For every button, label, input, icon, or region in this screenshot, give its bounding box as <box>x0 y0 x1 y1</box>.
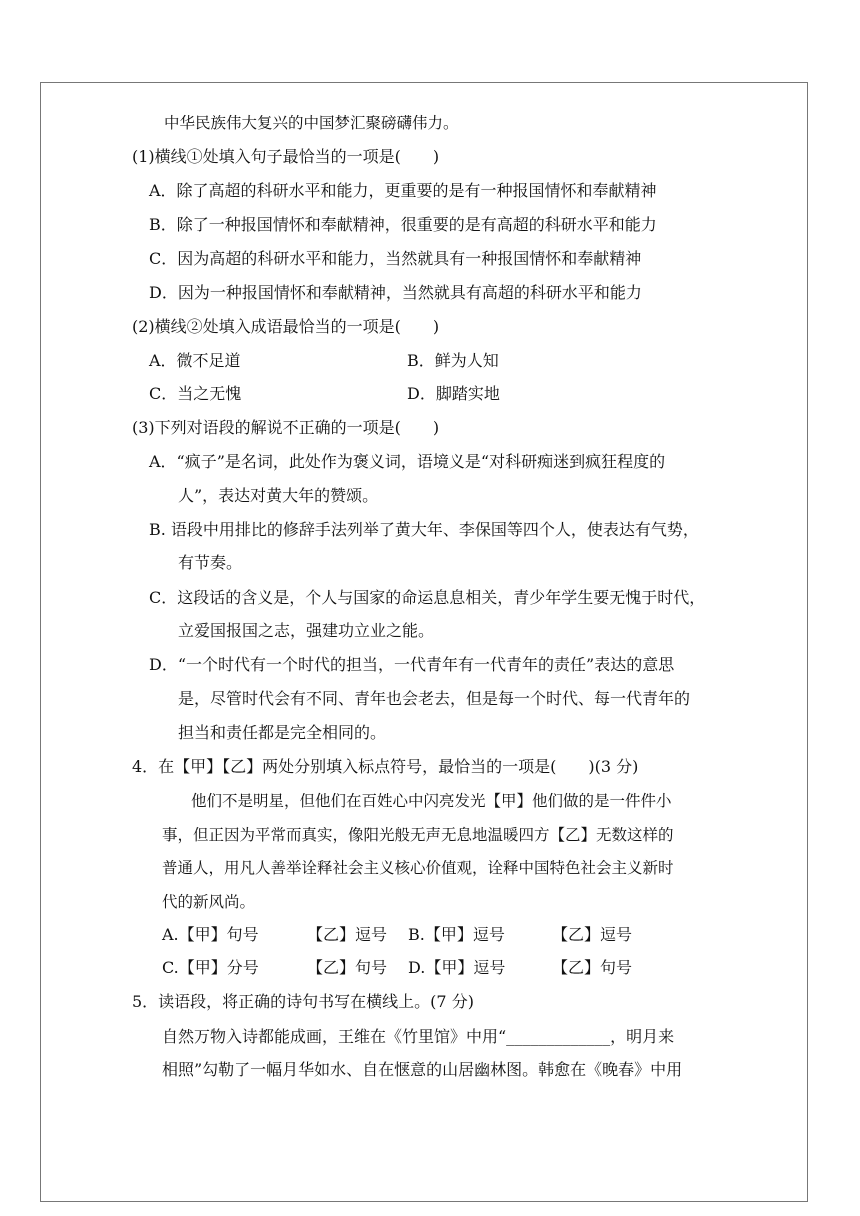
q1-option-c[interactable]: C．因为高超的科研水平和能力，当然就具有一种报国情怀和奉献精神 <box>149 249 642 268</box>
q4-option-c-yi: 【乙】句号 <box>307 958 388 977</box>
q3-option-d-line3: 担当和责任都是完全相同的。 <box>178 723 387 742</box>
q3-stem: (3)下列对语段的解说不正确的一项是( ) <box>132 418 440 437</box>
q5-stem: 5．读语段，将正确的诗句书写在横线上。(7 分) <box>132 992 474 1011</box>
q3-option-d-line1[interactable]: D．“一个时代有一个时代的担当，一代青年有一代青年的责任”表达的意思 <box>149 655 675 674</box>
q3-option-a-line1[interactable]: A．“疯子”是名词，此处作为褒义词，语境义是“对科研痴迷到疯狂程度的 <box>149 452 666 471</box>
q1-option-d[interactable]: D．因为一种报国情怀和奉献精神，当然就具有高超的科研水平和能力 <box>149 283 642 302</box>
q4-option-b-yi: 【乙】逗号 <box>552 925 633 944</box>
q4-passage-line4: 代的新风尚。 <box>162 893 256 911</box>
q3-option-c-line2: 立爱国报国之志，强建功立业之能。 <box>178 621 435 640</box>
q1-option-b[interactable]: B．除了一种报国情怀和奉献精神，很重要的是有高超的科研水平和能力 <box>149 215 657 234</box>
q4-option-d-yi: 【乙】句号 <box>552 958 633 977</box>
q4-passage-line2: 事，但正因为平常而真实，像阳光般无声无息地温暖四方【乙】无数这样的 <box>162 826 674 844</box>
q3-option-b-line1[interactable]: B. 语段中用排比的修辞手法列举了黄大年、李保国等四个人，使表达有气势， <box>149 520 699 539</box>
q4-option-a-jia[interactable]: A.【甲】句号 <box>162 925 259 944</box>
q2-option-a[interactable]: A．微不足道 <box>149 351 241 370</box>
q4-option-c-jia[interactable]: C.【甲】分号 <box>162 958 259 977</box>
q1-option-a[interactable]: A．除了高超的科研水平和能力，更重要的是有一种报国情怀和奉献精神 <box>149 181 657 200</box>
q2-option-b[interactable]: B．鲜为人知 <box>407 351 499 370</box>
q4-option-d-jia[interactable]: D.【甲】逗号 <box>408 958 506 977</box>
q3-option-d-line2: 是，尽管时代会有不同、青年也会老去，但是每一个时代、每一代青年的 <box>178 689 691 708</box>
q3-option-a-line2: 人”，表达对黄大年的赞颂。 <box>178 486 379 505</box>
q5-passage-line1: 自然万物入诗都能成画，王维在《竹里馆》中用“_____________，明月来 <box>162 1027 675 1046</box>
q3-option-b-line2: 有节奏。 <box>178 553 243 572</box>
q2-option-d[interactable]: D．脚踏实地 <box>407 384 500 403</box>
q4-passage-line3: 普通人，用凡人善举诠释社会主义核心价值观，诠释中国特色社会主义新时 <box>162 859 674 877</box>
q4-passage-line1: 他们不是明星，但他们在百姓心中闪亮发光【甲】他们做的是一件件小 <box>191 792 672 810</box>
q1-stem: (1)横线①处填入句子最恰当的一项是( ) <box>132 147 440 166</box>
q3-option-c-line1[interactable]: C．这段话的含义是，个人与国家的命运息息相关，青少年学生要无愧于时代， <box>149 588 706 607</box>
q4-option-a-yi: 【乙】逗号 <box>307 925 388 944</box>
q5-passage-line2: 相照”勾勒了一幅月华如水、自在惬意的山居幽林图。韩愈在《晚春》中用 <box>162 1060 683 1079</box>
q4-option-b-jia[interactable]: B.【甲】逗号 <box>408 925 505 944</box>
q4-stem: 4．在【甲】【乙】两处分别填入标点符号，最恰当的一项是( )(3 分) <box>132 757 639 776</box>
q2-option-c[interactable]: C．当之无愧 <box>149 384 242 403</box>
q2-stem: (2)横线②处填入成语最恰当的一项是( ) <box>132 317 440 336</box>
intro-tail: 中华民族伟大复兴的中国梦汇聚磅礴伟力。 <box>164 114 459 132</box>
